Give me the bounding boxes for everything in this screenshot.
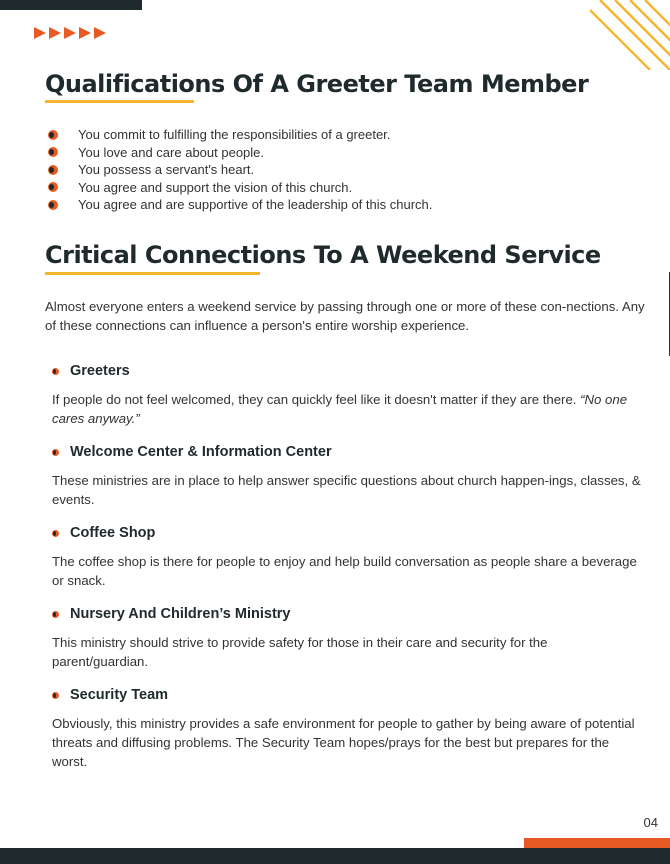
- footer-dark-bar: [0, 848, 670, 864]
- bullet-icon: [52, 611, 59, 618]
- footer-orange-bar: [524, 838, 670, 848]
- section-title: Nursery And Children’s Ministry: [70, 606, 291, 622]
- section-quote: “No one cares anyway.”: [52, 392, 628, 426]
- section-text: The coffee shop is there for people to enjoy and help build conversation as people share a beverage or snack.: [52, 554, 637, 588]
- section-title: Coffee Shop: [70, 525, 156, 541]
- bullet-icon: [48, 130, 58, 140]
- qualifications-heading: Qualifications Of A Greeter Team Member: [45, 70, 589, 98]
- arrow-decoration: [34, 27, 106, 39]
- qualifications-list: [48, 126, 432, 214]
- arrow-icon: [49, 27, 61, 39]
- bullet-icon: [48, 165, 58, 175]
- section-title: Welcome Center & Information Center: [70, 444, 332, 460]
- arrow-icon: [79, 27, 91, 39]
- bullet-icon: [52, 692, 59, 699]
- bullet-icon: [52, 530, 59, 537]
- bullet-icon: [48, 200, 58, 210]
- section-text: Obviously, this ministry provides a safe environment for people to gather by being aware of potential threats and diffusing problems. The Security Team hopes/prays for the best but prepares for the worst.: [52, 716, 635, 769]
- section-nursery: [52, 604, 642, 671]
- heading-underline: [45, 272, 260, 275]
- section-title: Security Team: [70, 687, 169, 703]
- diagonal-stripes-decoration: [590, 0, 670, 70]
- list-item: You possess a servant's heart.: [48, 161, 432, 179]
- section-title: Greeters: [70, 363, 130, 379]
- section-welcome-center: [52, 442, 642, 509]
- bullet-icon: [48, 147, 58, 157]
- connections-heading: Critical Connections To A Weekend Service: [45, 241, 601, 269]
- list-item: You agree and support the vision of this church.: [48, 179, 432, 197]
- arrow-icon: [34, 27, 46, 39]
- list-item: You love and care about people.: [48, 144, 432, 162]
- list-item: You commit to fulfilling the responsibilities of a greeter.: [48, 126, 432, 144]
- intro-paragraph: Almost everyone enters a weekend service by passing through one or more of these con-nections. Any of these connections can influence a person's entire worship experience.: [45, 299, 645, 333]
- section-coffee-shop: [52, 523, 642, 590]
- bullet-icon: [52, 449, 59, 456]
- section-security-team: [52, 685, 642, 771]
- section-greeters: [52, 361, 642, 428]
- arrow-icon: [94, 27, 106, 39]
- arrow-icon: [64, 27, 76, 39]
- bullet-icon: [52, 368, 59, 375]
- list-item: You agree and are supportive of the leadership of this church.: [48, 196, 432, 214]
- section-text: This ministry should strive to provide safety for those in their care and security for the parent/guardian.: [52, 635, 548, 669]
- section-text: If people do not feel welcomed, they can quickly feel like it doesn't matter if they are there.: [52, 392, 581, 407]
- bullet-icon: [48, 182, 58, 192]
- section-text: These ministries are in place to help answer specific questions about church happen-ings, classes, & events.: [52, 473, 641, 507]
- heading-underline: [45, 100, 194, 103]
- top-dark-bar: [0, 0, 142, 10]
- page-number: 04: [643, 815, 658, 830]
